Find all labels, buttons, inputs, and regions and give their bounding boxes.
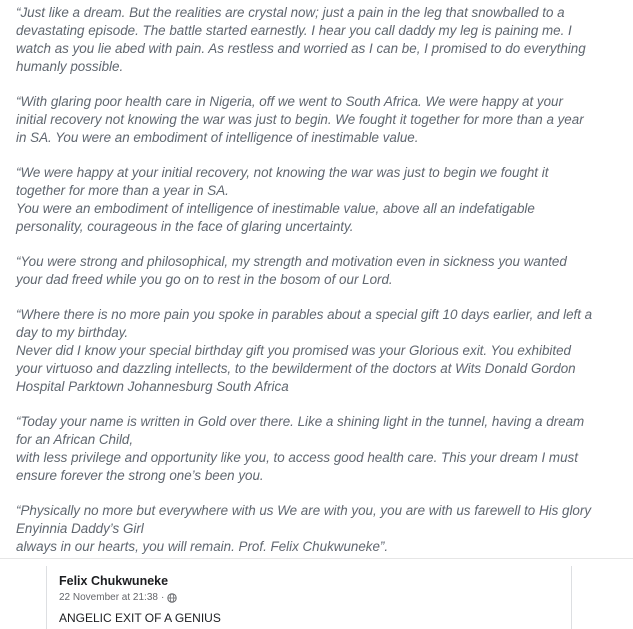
post-paragraph [16,164,616,236]
post-line: devastating episode. The battle started earnestly. I hear you call daddy my leg is paining me. I [16,23,572,38]
post-line: with less privilege and opportunity like you, to access good health care. This your dream I must [16,450,578,465]
shared-post-author[interactable]: Felix Chukwuneke [59,574,169,588]
post-line: watch as you lie abed with pain. As restless and worried as I can be, I promised to do everything [16,41,586,56]
post-paragraph [16,4,616,76]
post-line: “You were strong and philosophical, my strength and motivation even in sickness you wanted [16,254,567,269]
post-line: You were an embodiment of intelligence of inestimable value, above all an indefatigable [16,201,535,216]
post-line: humanly possible. [16,59,124,74]
post-line: Never did I know your special birthday gift you promised was your Glorious exit. You exhibited [16,343,571,358]
post-line: “With glaring poor health care in Nigeria, off we went to South Africa. We were happy at your [16,94,563,109]
post-line: for an African Child, [16,432,134,447]
divider [0,558,633,559]
shared-post-timestamp[interactable]: 22 November at 21:38 [59,592,158,603]
post-line: together for more than a year in SA. [16,183,229,198]
post-line: “Physically no more but everywhere with us We are with you, you are with us farewell to His glory [16,503,592,518]
post-line: always in our hearts, you will remain. Prof. Felix Chukwuneke”. [16,539,389,554]
post-paragraph [16,502,616,556]
post-paragraph [16,253,616,289]
post-line: Enyinnia Daddy’s Girl [16,521,144,536]
post-line: Hospital Parktown Johannesburg South Africa [16,379,289,394]
post-line: “Today your name is written in Gold over there. Like a shining light in the tunnel, having a dream [16,414,585,429]
post-line: day to my birthday. [16,325,129,340]
post-line: initial recovery not knowing the war was just to begin. We fought it together for more than a year [16,112,584,127]
post-line: “We were happy at your initial recovery, not knowing the war was just to begin we fought it [16,165,549,180]
post-paragraph [16,413,616,485]
post-line: in SA. You were an embodiment of intelligence of inestimable value. [16,130,419,145]
post-paragraph [16,306,616,396]
post-line: “Just like a dream. But the realities are crystal now; just a pain in the leg that snowballed to a [16,5,565,20]
post-line: personality, courageous in the face of glaring uncertainty. [16,219,354,234]
post-body [16,4,616,573]
shared-post-meta [59,592,177,603]
post-line: “Where there is no more pain you spoke in parables about a special gift 10 days earlier, and left a [16,307,593,322]
post-line: ensure forever the strong one’s been you. [16,468,264,483]
post-line: your dad freed while you go on to rest in the bosom of our Lord. [16,272,393,287]
post-line: your virtuoso and dazzling intellects, to the bewilderment of the doctors at Wits Donald Gordon [16,361,576,376]
globe-icon[interactable] [167,593,177,603]
meta-separator: · [160,592,165,603]
shared-post-title: ANGELIC EXIT OF A GENIUS [59,611,221,625]
post-paragraph [16,93,616,147]
shared-post-card[interactable] [46,566,572,629]
